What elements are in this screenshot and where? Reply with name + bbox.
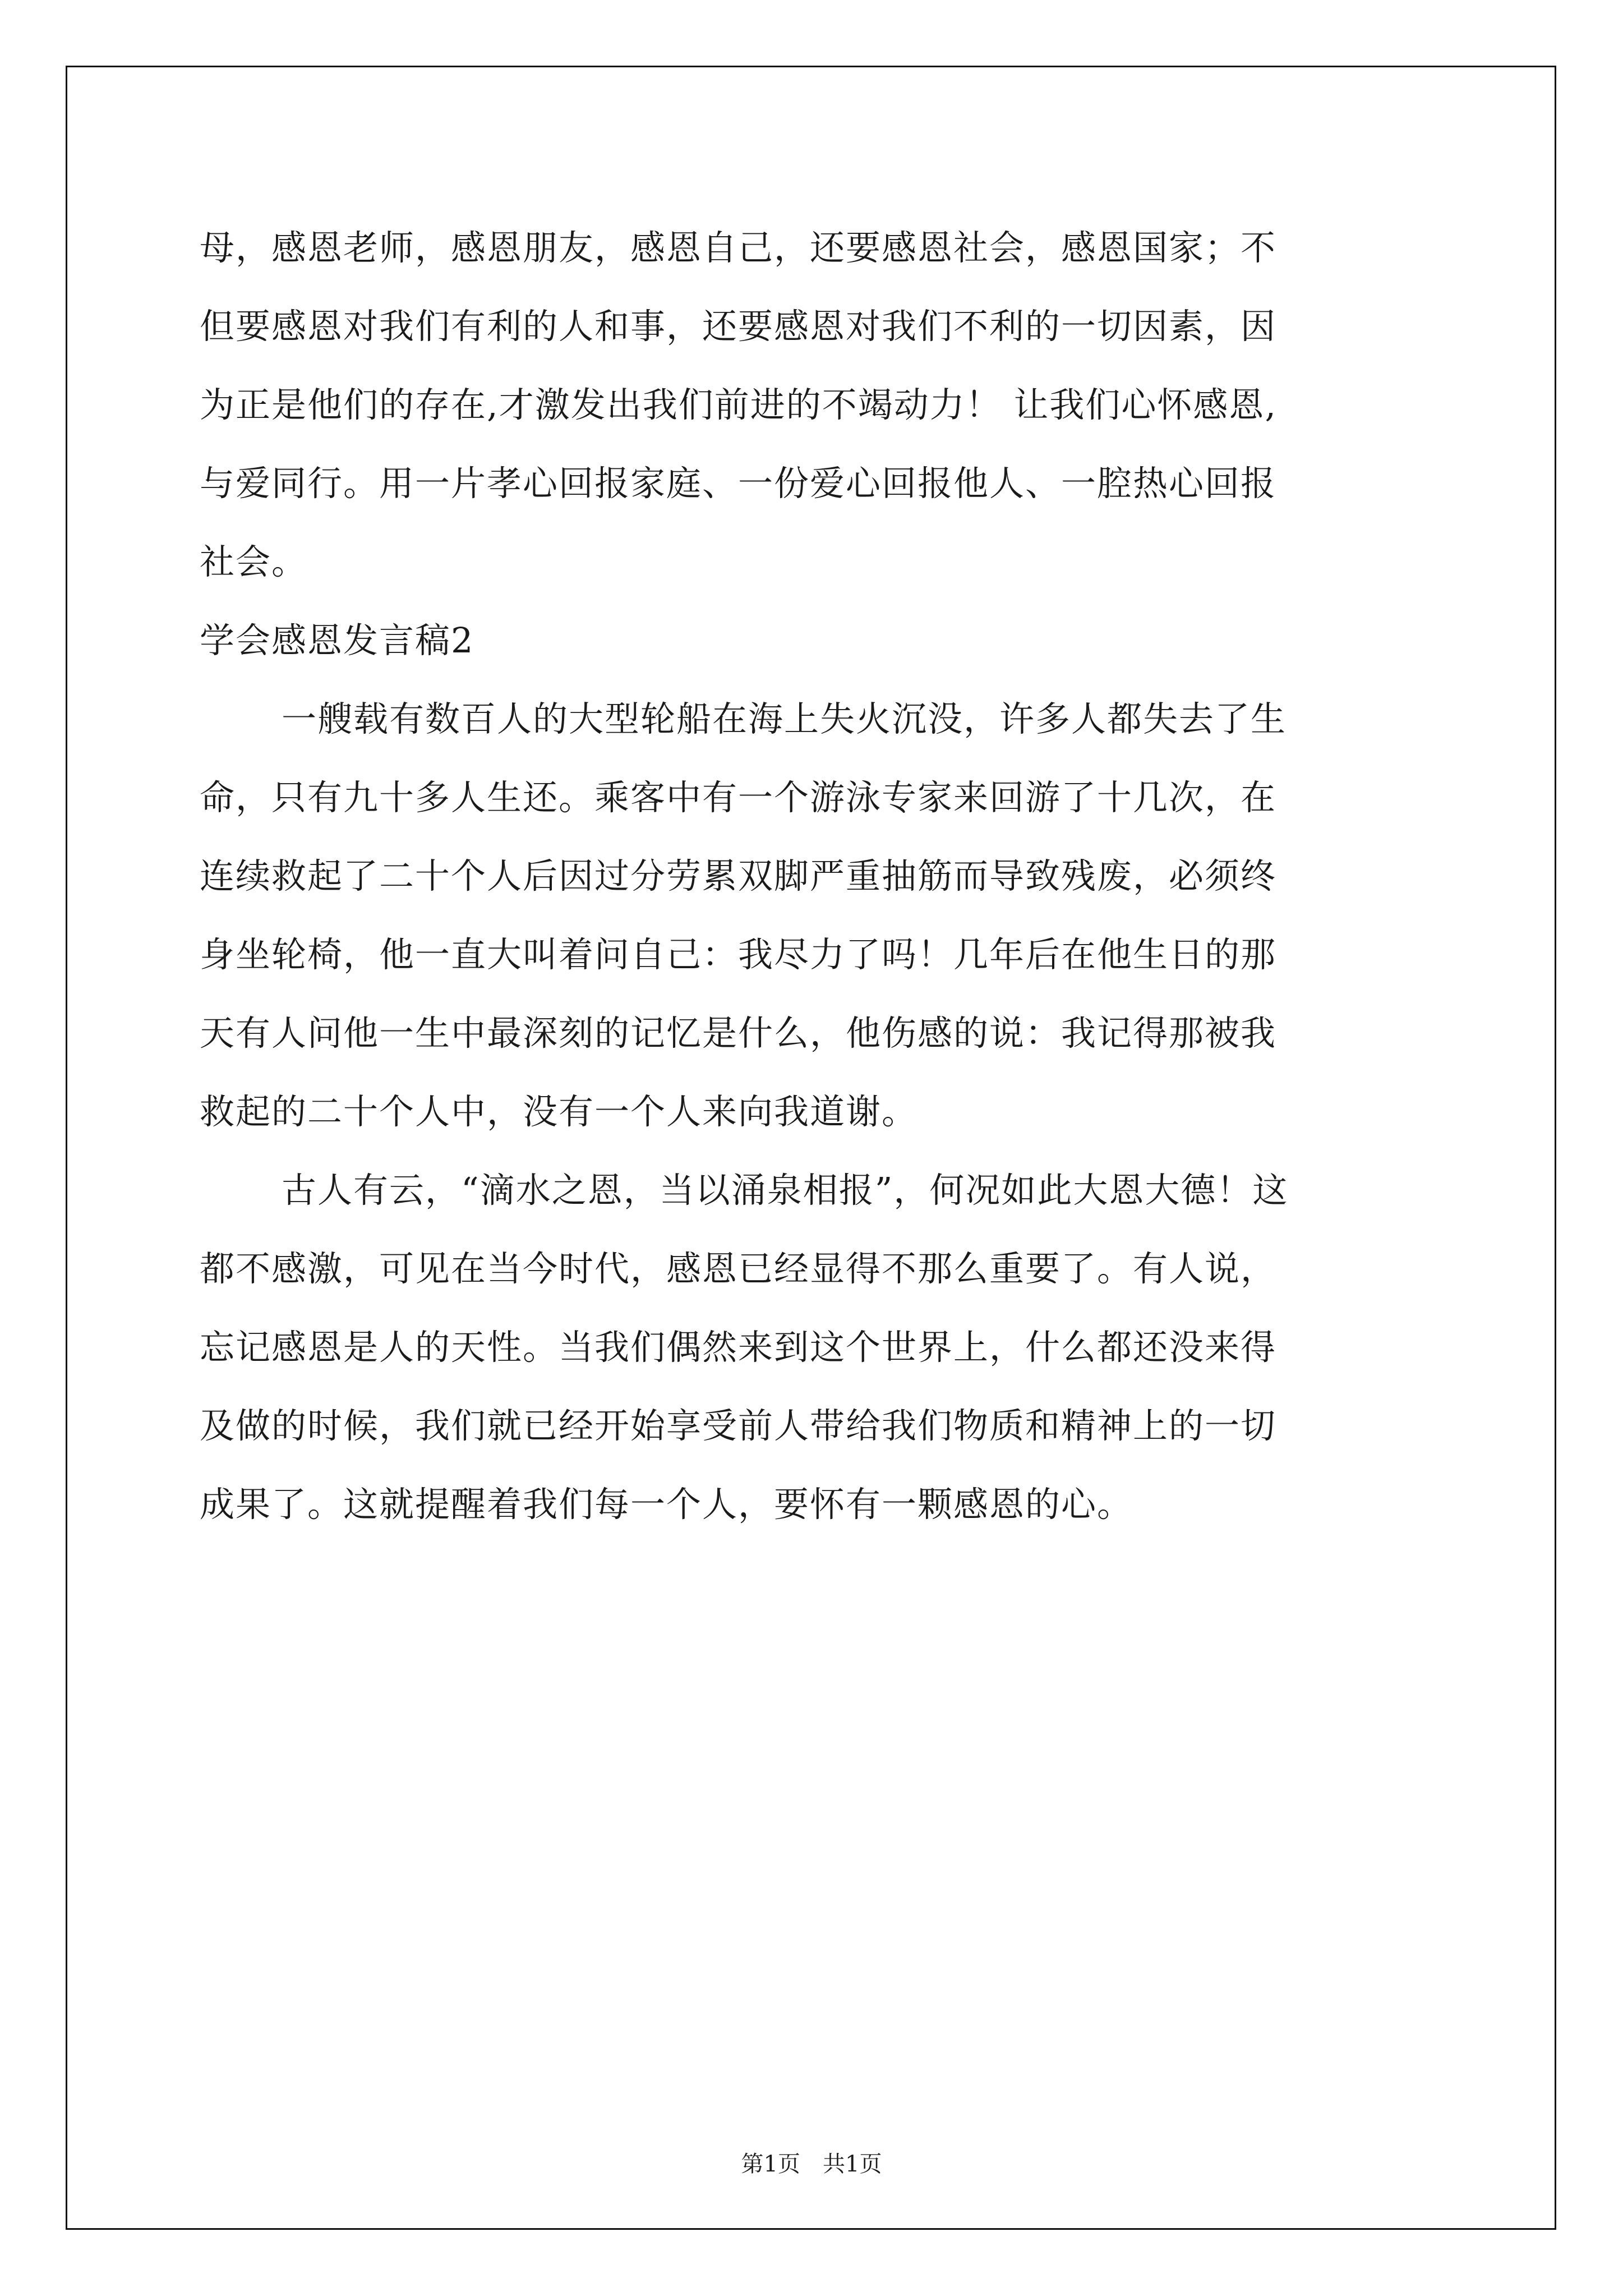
text-line: 为正是他们的存在,才激发出我们前进的不竭动力！ 让我们心怀感恩,	[200, 384, 1278, 425]
text-line: 身坐轮椅，他一直大叫着问自己：我尽力了吗！几年后在他生日的那	[200, 934, 1277, 975]
text-line: 天有人问他一生中最深刻的记忆是什么，他伤感的说：我记得那被我	[200, 1013, 1277, 1053]
text-line: 古人有云，“滴水之恩，当以涌泉相报”，何况如此大恩大德！这	[282, 1170, 1289, 1211]
text-line: 一艘载有数百人的大型轮船在海上失火沉没，许多人都失去了生	[282, 698, 1287, 739]
section-heading: 学会感恩发言稿2	[200, 620, 474, 661]
text-line: 但要感恩对我们有利的人和事，还要感恩对我们不利的一切因素，因	[200, 306, 1277, 347]
text-line: 命，只有九十多人生还。乘客中有一个游泳专家来回游了十几次，在	[200, 777, 1277, 818]
text-line: 与爱同行。用一片孝心回报家庭、一份爱心回报他人、一腔热心回报	[200, 463, 1277, 504]
page-footer: 第1页 共1页	[741, 2151, 882, 2177]
text-line: 成果了。这就提醒着我们每一个人，要怀有一颗感恩的心。	[200, 1484, 1133, 1525]
text-line: 及做的时候，我们就已经开始享受前人带给我们物质和精神上的一切	[200, 1405, 1277, 1446]
text-line: 母，感恩老师，感恩朋友，感恩自己，还要感恩社会，感恩国家；不	[200, 227, 1277, 268]
text-line: 连续救起了二十个人后因过分劳累双脚严重抽筋而导致残废，必须终	[200, 855, 1277, 896]
document-body	[200, 220, 1439, 1555]
text-line: 救起的二十个人中，没有一个人来向我道谢。	[200, 1091, 918, 1132]
text-line: 社会。	[200, 541, 308, 582]
text-line: 都不感激，可见在当今时代，感恩已经显得不那么重要了。有人说，	[200, 1248, 1277, 1289]
text-line: 忘记感恩是人的天性。当我们偶然来到这个世界上，什么都还没来得	[200, 1327, 1277, 1368]
